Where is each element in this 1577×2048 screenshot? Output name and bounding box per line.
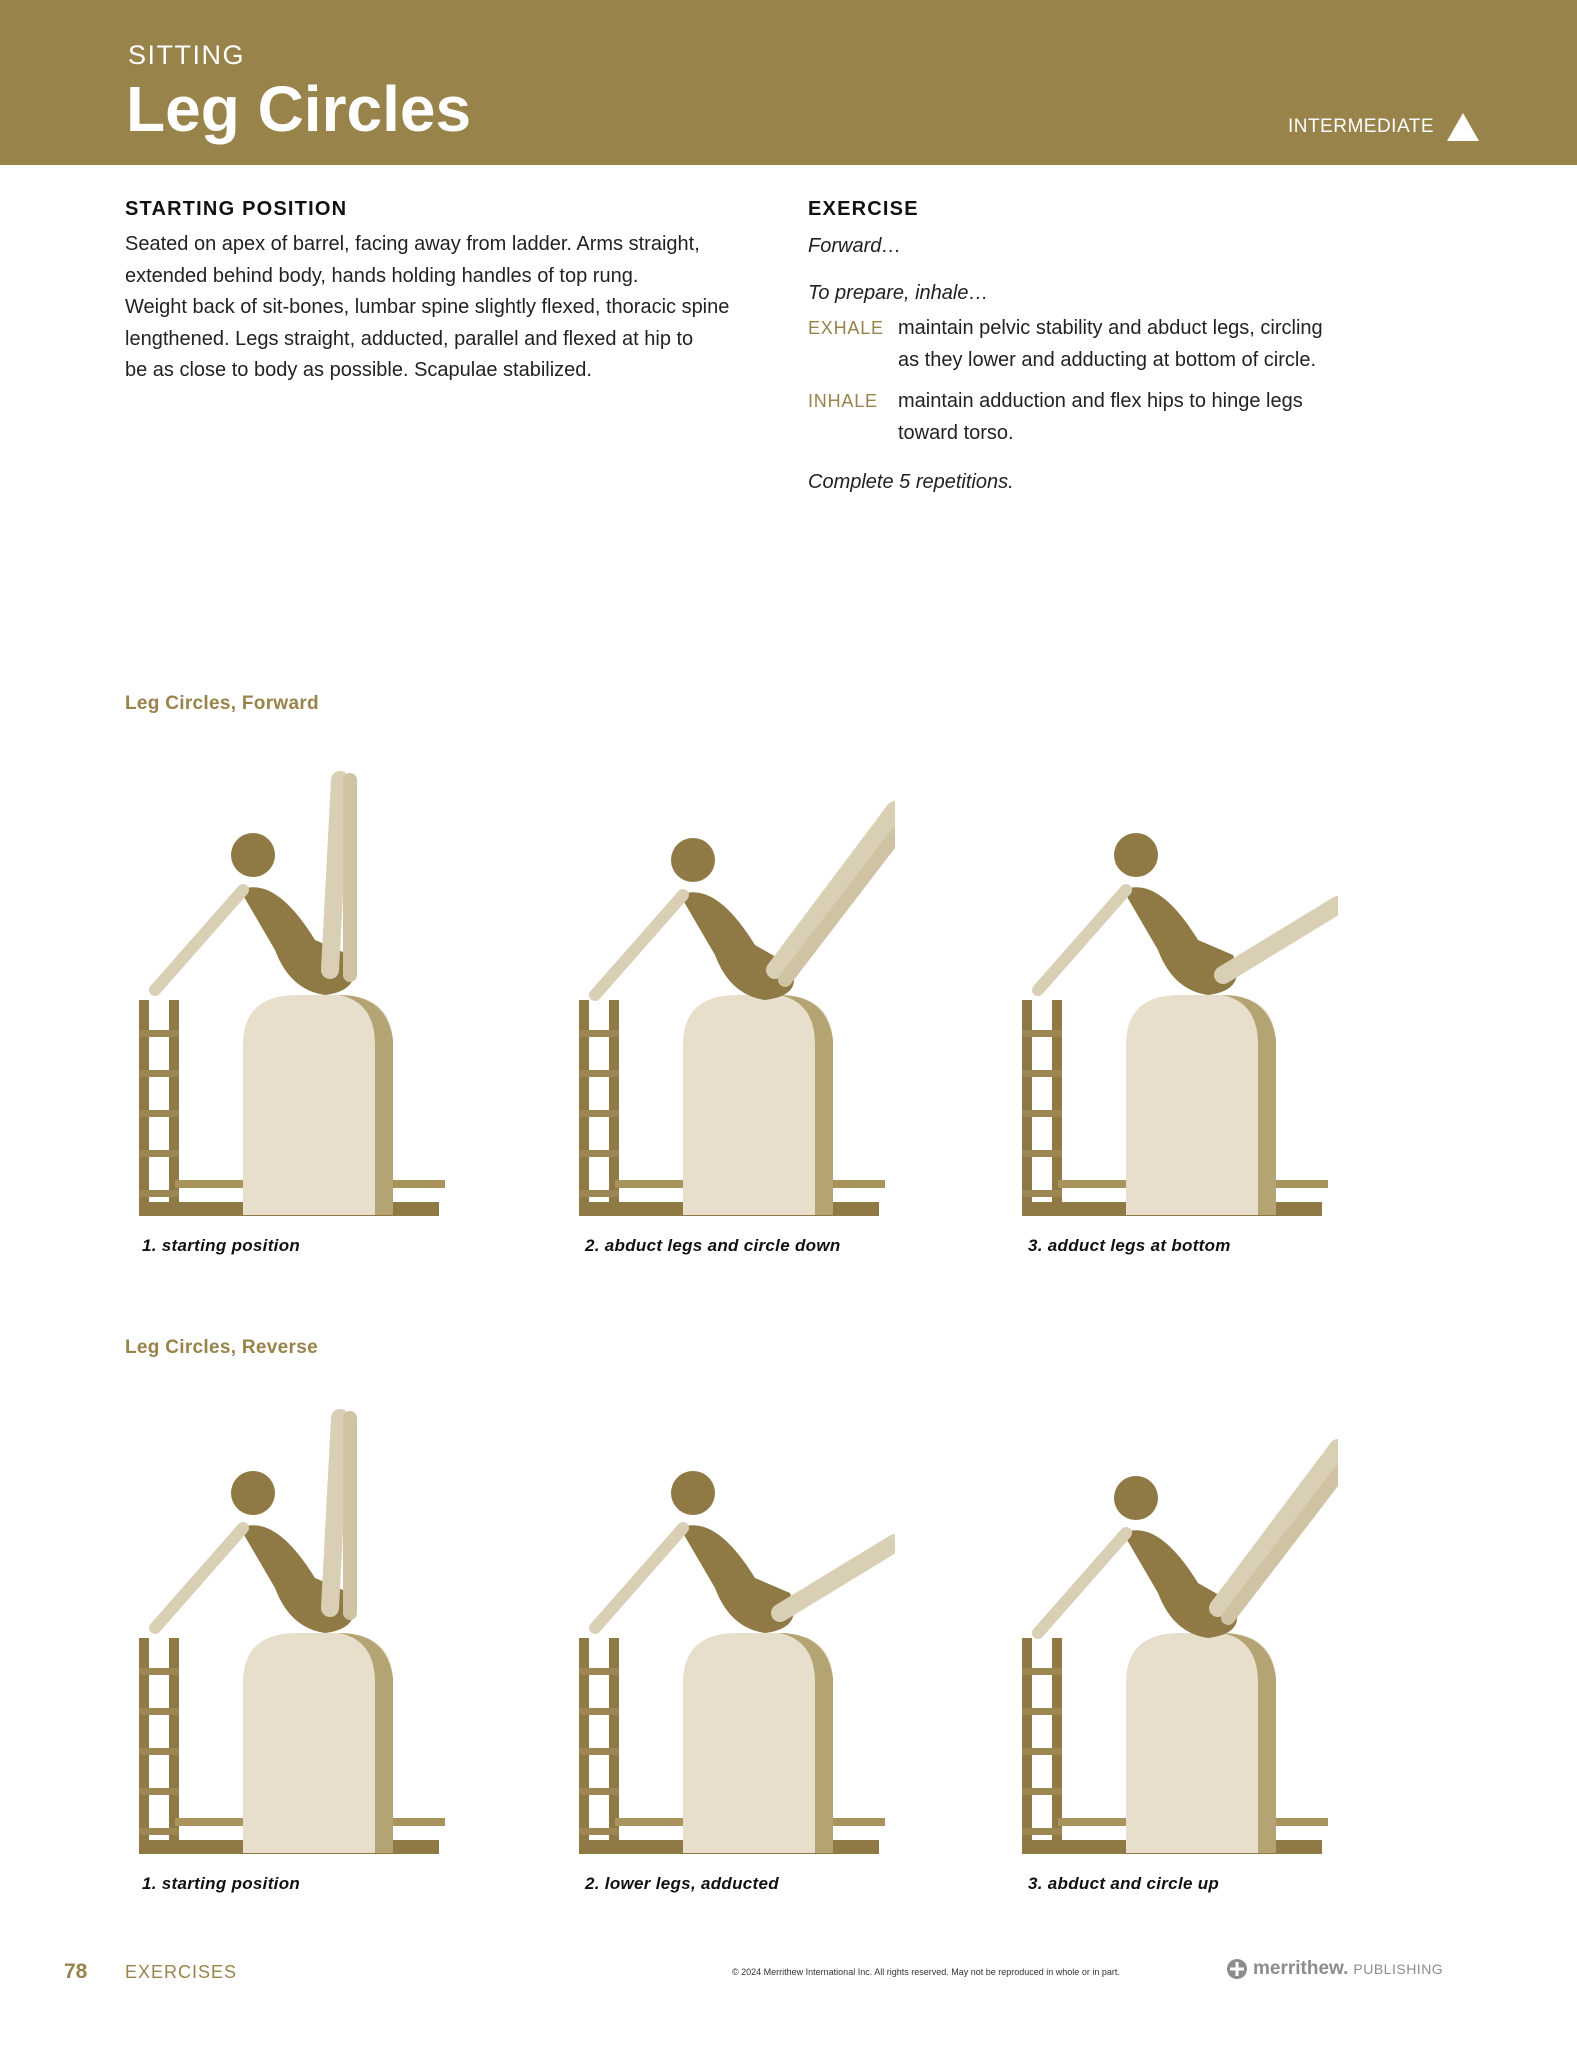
breath-text-line: as they lower and adducting at bottom of circle. [898,348,1317,371]
figure-caption: 2. lower legs, adducted [585,1874,779,1893]
exercise-illustration [1008,1378,1338,1858]
figure-label-forward: Leg Circles, Forward [125,693,319,714]
exercise-illustration [125,1378,455,1858]
level-label: INTERMEDIATE [1287,116,1434,137]
copyright-notice: © 2024 Merrithew International Inc. All rights reserved. May not be reproduced in whole or in part. [732,1967,1120,1977]
figure-caption: 2. abduct legs and circle down [585,1236,841,1255]
breath-text [898,313,1323,376]
figure-caption: 3. abduct and circle up [1028,1874,1220,1893]
figure-label-reverse: Leg Circles, Reverse [125,1337,318,1358]
breath-text-line: maintain pelvic stability and abduct legs, circling [898,317,1323,339]
breath-label: INHALE [808,391,878,411]
section-label: SITTING [128,40,245,70]
exercise-direction: Forward… [808,235,902,257]
header-banner [0,0,1577,165]
starting-position-text [125,229,745,387]
exercise-illustration [1008,740,1338,1220]
exercise-section [808,198,1368,494]
figure-caption: 1. starting position [142,1236,301,1255]
text-line: Seated on apex of barrel, facing away from ladder. Arms straight, [125,233,700,255]
starting-position-section [125,198,745,387]
publisher-logo [1226,1958,1443,1980]
breath-label: EXHALE [808,318,884,338]
exercise-illustration [565,1378,895,1858]
text-line: Weight back of sit-bones, lumbar spine slightly flexed, thoracic spine [125,296,730,318]
footer-section: EXERCISES [125,1962,238,1982]
page-number: 78 [64,1960,88,1983]
exercise-prepare: To prepare, inhale… [808,282,989,304]
breath-step [808,386,1368,449]
breath-step [808,313,1368,376]
figure-caption: 3. adduct legs at bottom [1028,1236,1231,1255]
breath-text-line: maintain adduction and flex hips to hinge legs [898,390,1303,412]
starting-position-heading: STARTING POSITION [125,198,348,220]
exercise-illustration [565,740,895,1220]
page-title: Leg Circles [126,73,472,145]
breath-text [898,386,1303,449]
text-line: extended behind body, hands holding handles of top rung. [125,264,639,287]
figure-caption: 1. starting position [142,1874,301,1893]
merrithew-logo-icon [1226,1958,1248,1980]
exercise-heading: EXERCISE [808,198,919,220]
text-line: be as close to body as possible. Scapulae stabilized. [125,359,592,381]
breath-text-line: toward torso. [898,421,1014,444]
brand-name: merrithew. [1253,1958,1349,1979]
triangle-icon [1446,112,1480,142]
text-line: lengthened. Legs straight, adducted, parallel and flexed at hip to [125,327,694,350]
exercise-illustration [125,740,455,1220]
brand-suffix: PUBLISHING [1353,1961,1444,1977]
level-indicator [1288,112,1480,142]
exercise-complete: Complete 5 repetitions. [808,471,1014,493]
